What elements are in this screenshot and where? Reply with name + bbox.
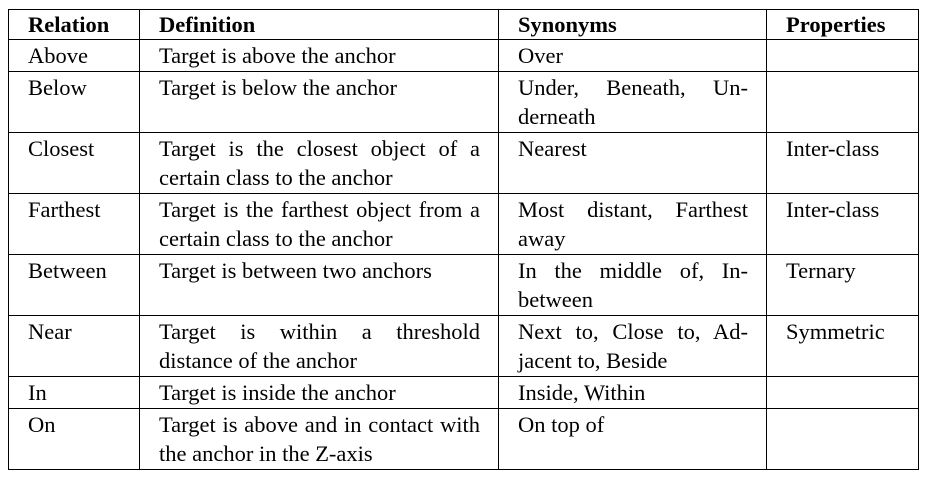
header-row <box>9 10 919 40</box>
synonyms-cell: Inside, Within <box>499 377 767 409</box>
table-body <box>9 40 919 470</box>
relation-cell: Above <box>9 40 140 72</box>
relation-cell: In <box>9 377 140 409</box>
relation-cell: Near <box>9 316 140 377</box>
synonyms-cell: Next to, Close to, Adjacent to, Beside <box>499 316 767 377</box>
table-header <box>9 10 919 40</box>
relations-table <box>8 9 919 470</box>
definition-cell: Target is above the anchor <box>140 40 499 72</box>
properties-cell <box>767 377 919 409</box>
properties-cell <box>767 40 919 72</box>
header-definition: Definition <box>140 10 499 40</box>
synonyms-cell: In the middle of, Inbetween <box>499 255 767 316</box>
definition-cell: Target is above and in contact with the anchor in the Z-axis <box>140 409 499 470</box>
synonyms-cell: On top of <box>499 409 767 470</box>
relation-cell: Closest <box>9 133 140 194</box>
definition-cell: Target is the closest object of a certain class to the anchor <box>140 133 499 194</box>
table-row <box>9 133 919 194</box>
properties-cell: Symmetric <box>767 316 919 377</box>
table-row <box>9 255 919 316</box>
table-row <box>9 316 919 377</box>
table-row <box>9 40 919 72</box>
relation-cell: Below <box>9 72 140 133</box>
synonyms-cell: Over <box>499 40 767 72</box>
table-row <box>9 194 919 255</box>
properties-cell: Ternary <box>767 255 919 316</box>
synonyms-cell: Most distant, Farthest away <box>499 194 767 255</box>
properties-cell <box>767 409 919 470</box>
header-synonyms: Synonyms <box>499 10 767 40</box>
synonyms-cell: Under, Beneath, Underneath <box>499 72 767 133</box>
definition-cell: Target is below the anchor <box>140 72 499 133</box>
definition-cell: Target is between two anchors <box>140 255 499 316</box>
relations-table-container <box>8 9 918 470</box>
table-row <box>9 409 919 470</box>
properties-cell: Inter-class <box>767 133 919 194</box>
table-row <box>9 72 919 133</box>
table-row <box>9 377 919 409</box>
relation-cell: Between <box>9 255 140 316</box>
definition-cell: Target is inside the anchor <box>140 377 499 409</box>
relation-cell: On <box>9 409 140 470</box>
properties-cell <box>767 72 919 133</box>
properties-cell: Inter-class <box>767 194 919 255</box>
synonyms-cell: Nearest <box>499 133 767 194</box>
header-properties: Properties <box>767 10 919 40</box>
definition-cell: Target is within a threshold distance of the anchor <box>140 316 499 377</box>
relation-cell: Farthest <box>9 194 140 255</box>
header-relation: Relation <box>9 10 140 40</box>
definition-cell: Target is the farthest object from a certain class to the anchor <box>140 194 499 255</box>
